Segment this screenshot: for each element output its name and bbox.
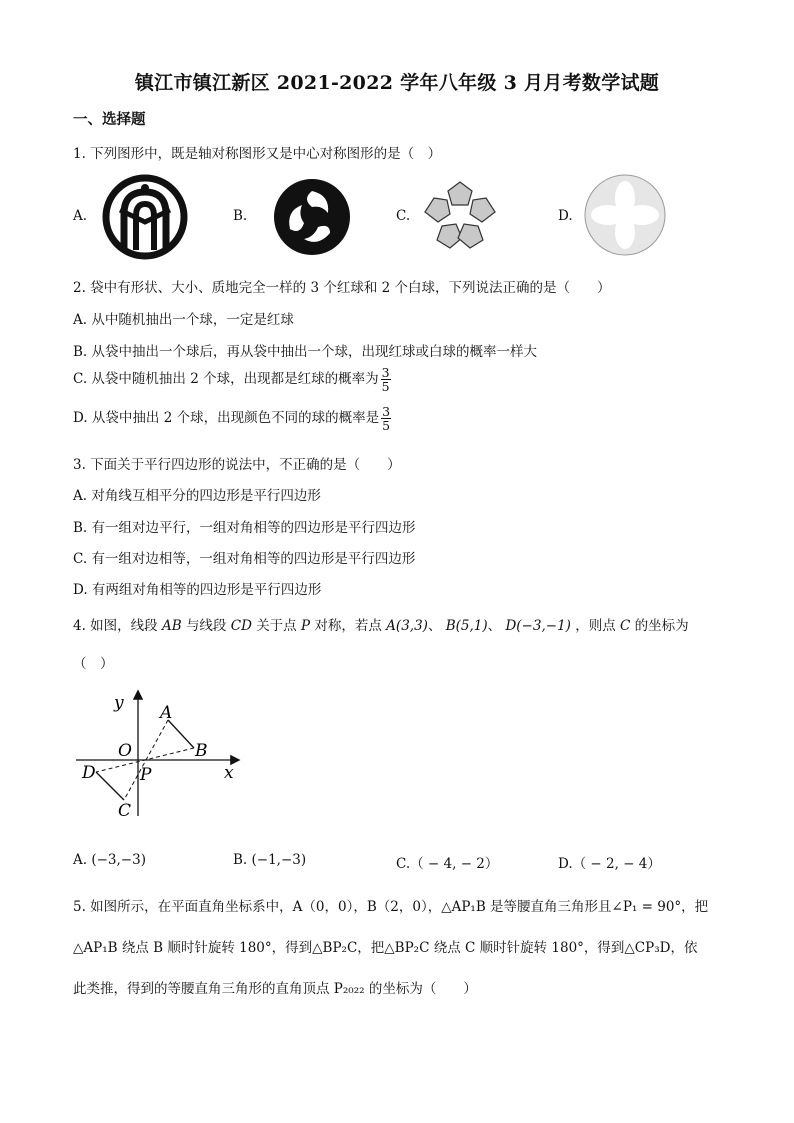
q1-figure-c-pentagons-icon — [420, 180, 500, 252]
q3-option-b[interactable]: B. 有一组对边平行，一组对角相等的四边形是平行四边形 — [73, 520, 416, 536]
question-5-line-1: 5. 如图所示，在平面直角坐标系中，A（0，0），B（2，0），△AP₁B 是等腰直角三角形且∠P₁ = 90°，把 — [73, 899, 709, 915]
label-x: x — [224, 763, 234, 783]
q2-option-d-text: D. 从袋中抽出 2 个球，出现颜色不同的球的概率是 — [73, 410, 380, 426]
question-5-line-2: △AP₁B 绕点 B 顺时针旋转 180°，得到△BP₂C，把△BP₂C 绕点 C 顺时针旋转 180°，得到△CP₃D，依 — [73, 940, 698, 956]
question-4-stem: 4. 如图，线段 AB 与线段 CD 关于点 P 对称，若点 A(3,3)、 B(5,1)、 D(−3,−1) ，则点 C 的坐标为 — [73, 618, 689, 634]
question-4-answer-paren: （ ） — [73, 656, 114, 672]
label-y: y — [114, 693, 124, 713]
fraction-three-fifths: $\frac{3}{5}$ — [382, 404, 391, 433]
q1-figure-d-flower-circle-icon — [582, 172, 668, 258]
label-c: C — [118, 801, 132, 820]
q1-figure-b-tomoe-icon — [272, 177, 352, 257]
question-2-stem: 2. 袋中有形状、大小、质地完全一样的 3 个红球和 2 个白球，下列说法正确的是（ ） — [73, 280, 611, 296]
fraction-three-fifths: $\frac{3}{5}$ — [381, 365, 390, 394]
q1-figure-a-emblem-icon — [100, 172, 190, 262]
label-b: B — [195, 741, 208, 761]
q4-option-b[interactable]: B. (−1,−3) — [233, 852, 307, 868]
question-5-line-3: 此类推，得到的等腰直角三角形的直角顶点 P₂₀₂₂ 的坐标为（ ） — [73, 981, 477, 997]
label-a: A — [160, 703, 173, 723]
section-heading: 一、选择题 — [73, 111, 146, 128]
segment-cd — [96, 772, 124, 800]
q1-option-c-label[interactable]: C. — [396, 208, 411, 224]
q2-option-a[interactable]: A. 从中随机抽出一个球，一定是红球 — [73, 312, 294, 328]
question-3-stem: 3. 下面关于平行四边形的说法中，不正确的是（ ） — [73, 457, 401, 473]
q2-option-b[interactable]: B. 从袋中抽出一个球后，再从袋中抽出一个球，出现红球或白球的概率一样大 — [73, 344, 538, 360]
q4-option-a[interactable]: A. (−3,−3) — [73, 852, 146, 868]
segment-ab — [168, 720, 194, 748]
q2-option-c-text: C. 从袋中随机抽出 2 个球，出现都是红球的概率为 — [73, 371, 379, 387]
q4-coordinate-figure — [72, 688, 242, 820]
label-d: D — [82, 763, 96, 783]
q1-option-d-label[interactable]: D. — [558, 208, 573, 224]
label-p: P — [140, 765, 152, 785]
q3-option-c[interactable]: C. 有一组对边相等，一组对角相等的四边形是平行四边形 — [73, 551, 416, 567]
q3-option-d[interactable]: D. 有两组对角相等的四边形是平行四边形 — [73, 582, 322, 598]
q3-option-a[interactable]: A. 对角线互相平分的四边形是平行四边形 — [73, 488, 321, 504]
page-title: 镇江市镇江新区 2021-2022 学年八年级 3 月月考数学试题 — [134, 72, 660, 94]
label-o: O — [118, 741, 132, 761]
q4-option-c[interactable]: C.（ − 4, − 2） — [396, 856, 499, 872]
q4-option-d[interactable]: D.（ − 2, − 4） — [558, 856, 661, 872]
q2-option-d[interactable] — [73, 405, 391, 432]
question-1-stem: 1. 下列图形中，既是轴对称图形又是中心对称图形的是（ ） — [73, 146, 442, 162]
q1-option-b-label[interactable]: B. — [233, 208, 248, 224]
q2-option-c[interactable] — [73, 366, 391, 393]
q1-option-a-label[interactable]: A. — [73, 208, 88, 224]
